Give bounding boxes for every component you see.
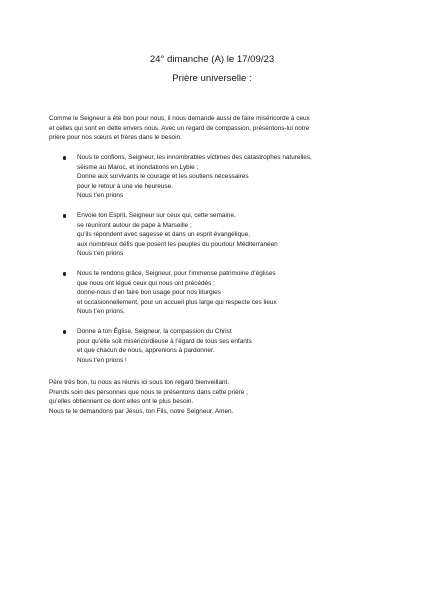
intention-line: séisme au Maroc, et inondations en Lybie ; [77, 163, 199, 171]
document-title: 24° dimanche (A) le 17/09/23 [149, 54, 275, 65]
intention-response: Nous t’en prions ! [77, 356, 127, 364]
intention-text [77, 153, 397, 201]
intention-line: et que chacun de nous, apprenions à pardonner. [77, 347, 215, 355]
intention-line: et occasionnellement, pour un accueil plus large qui respecte ces lieux [77, 298, 277, 306]
intention-line: Donne à ton Église, Seigneur, la compassion du Christ [77, 328, 232, 335]
intro-paragraph [49, 114, 394, 143]
intention-line: aux nombreux défis que posent les peuples du pourtour Méditerranéen [77, 240, 278, 248]
intention-line: Nous te confions, Seigneur, les innombrables victimes des catastrophes naturelles, [77, 154, 312, 161]
intention-line: pour qu’elle soit miséricordieuse à l’égard de tous ses enfants [77, 337, 252, 345]
bullet-icon [63, 214, 66, 217]
intention-line: Donne aux survivants le courage et les soutiens nécessaires [77, 173, 249, 181]
intention-line: Envoie ton Esprit, Seigneur sur ceux qui, cette semaine, [77, 212, 236, 219]
intention-response: Nous t’en prions [77, 250, 124, 258]
closing-line: qu’elles obtiennent ce dont elles ont le plus besoin. [49, 398, 194, 406]
intention-line: se réuniront autour de pape à Marseille ; [77, 221, 192, 229]
bullet-icon [63, 330, 66, 333]
intention-text [77, 327, 397, 365]
intention-response: Nous t’en prions [77, 192, 124, 200]
intention-text [77, 211, 397, 259]
intention-line: qu’ils répondent avec sagesse et dans un esprit évangélique, [77, 231, 251, 239]
closing-line: Nous te le demandons par Jésus, ton Fils, notre Seigneur. Amen. [49, 407, 234, 415]
bullet-icon [63, 272, 66, 275]
intention-line: pour le retour à une vie heureuse. [77, 182, 173, 190]
intention-line: donne-nous d’en faire bon usage pour nos liturgies [77, 289, 221, 297]
intention-text [77, 269, 397, 317]
intention-line: Nous te rendons grâce, Seigneur, pour l’immense patrimoine d’églises [77, 270, 276, 277]
document-subtitle: Prière universelle : [172, 73, 252, 84]
intro-line: prière pour nos sœurs et frères dans le besoin. [49, 134, 182, 142]
bullet-icon [63, 156, 66, 159]
intention-response: Nous t’en prions. [77, 308, 125, 316]
intention-line: que nous ont légué ceux qui nous ont précédés ; [77, 279, 215, 287]
intro-line: et celles qui sont en dette envers nous. Avec un regard de compassion, présentons-lui notre [49, 124, 310, 132]
closing-prayer [49, 378, 394, 416]
closing-line: Prends soin des personnes que nous te présentons dans cette prière ; [49, 388, 248, 396]
intro-line: Comme le Seigneur a été bon pour nous, il nous demande aussi de faire miséricorde à ceux [49, 115, 310, 122]
closing-line: Père très bon, tu nous as réunis ici sous ton regard bienveillant. [49, 379, 230, 386]
